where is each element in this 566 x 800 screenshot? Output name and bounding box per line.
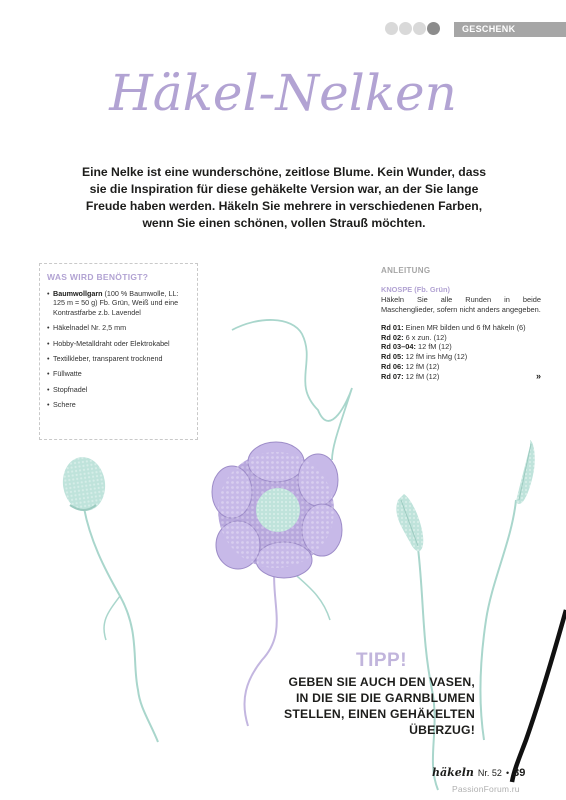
materials-box [39,263,198,440]
materials-item: • Stopfnadel [47,385,191,394]
materials-item: • Baumwollgarn (100 % Baumwolle, LL: 125 m = 50 g) Fb. Grün, Weiß und eine Kontrastfarbe z.b. Lavendel [47,289,191,317]
watermark: PassionForum.ru [452,784,520,794]
crochet-carnation [212,320,352,726]
materials-heading: WAS WIRD BENÖTIGT? [47,272,149,282]
round-row: Rd 07: 12 fM (12) [381,372,440,382]
round-row: Rd 05: 12 fM ins hMg (12) [381,352,468,362]
rounds-list [381,323,541,382]
issue-number: Nr. 52 [477,768,502,778]
magazine-brand: häkeln [432,766,474,779]
page-footer [432,766,525,779]
page-title: Häkel-Nelken [109,64,457,122]
round-row: Rd 01: Einen MR bilden und 6 fM häkeln (6) [381,322,526,332]
materials-item: • Häkelnadel Nr. 2,5 mm [47,323,191,332]
continue-arrow-icon: » [535,371,541,382]
materials-item: • Hobby-Metalldraht oder Elektrokabel [47,339,191,348]
tip-line: ÜBERZUG! [409,723,475,737]
black-wire [512,610,566,782]
page-number: 39 [513,767,526,779]
instructions-heading: ANLEITUNG [381,266,431,275]
instructions-subheading: KNOSPE (Fb. Grün) [381,284,450,294]
materials-item: • Schere [47,400,191,409]
crochet-leaf-stem-1 [396,494,438,790]
crochet-leaf-stem-2 [480,440,534,740]
round-row: Rd 06: 12 fM (12) [381,362,440,372]
materials-item: • Textilkleber, transparent trocknend [47,354,191,363]
instructions-body: Häkeln Sie alle Runden in beide Maschenglieder, sofern nicht anders angegeben. [381,294,541,314]
crochet-bud [59,454,158,742]
tip-line: GEBEN SIE AUCH DEN VASEN, [288,675,475,689]
materials-item: • Füllwatte [47,369,191,378]
round-row: Rd 02: 6 x zun. (12) [381,332,447,342]
tip-line: STELLEN, EINEN GEHÄKELTEN [284,707,475,721]
section-tag: GESCHENK [454,22,566,37]
intro-paragraph: Eine Nelke ist eine wunderschöne, zeitlose Blume. Kein Wunder, dass sie die Inspiration für diese gehäkelte Version war, an der Sie lange Freude haben werden. Häkeln Sie mehrere in verschiedenen Farben, wenn Sie einen schönen, vollen Strauß möchten. [81,165,487,230]
footer-bullet: • [505,768,510,778]
tip-text [250,674,475,738]
round-row: Rd 03–04: 12 fM (12) [381,342,452,352]
materials-list [47,289,191,410]
tip-label: TIPP! [356,650,408,671]
tip-line: IN DIE SIE DIE GARNBLUMEN [295,691,475,705]
instructions [381,266,541,382]
